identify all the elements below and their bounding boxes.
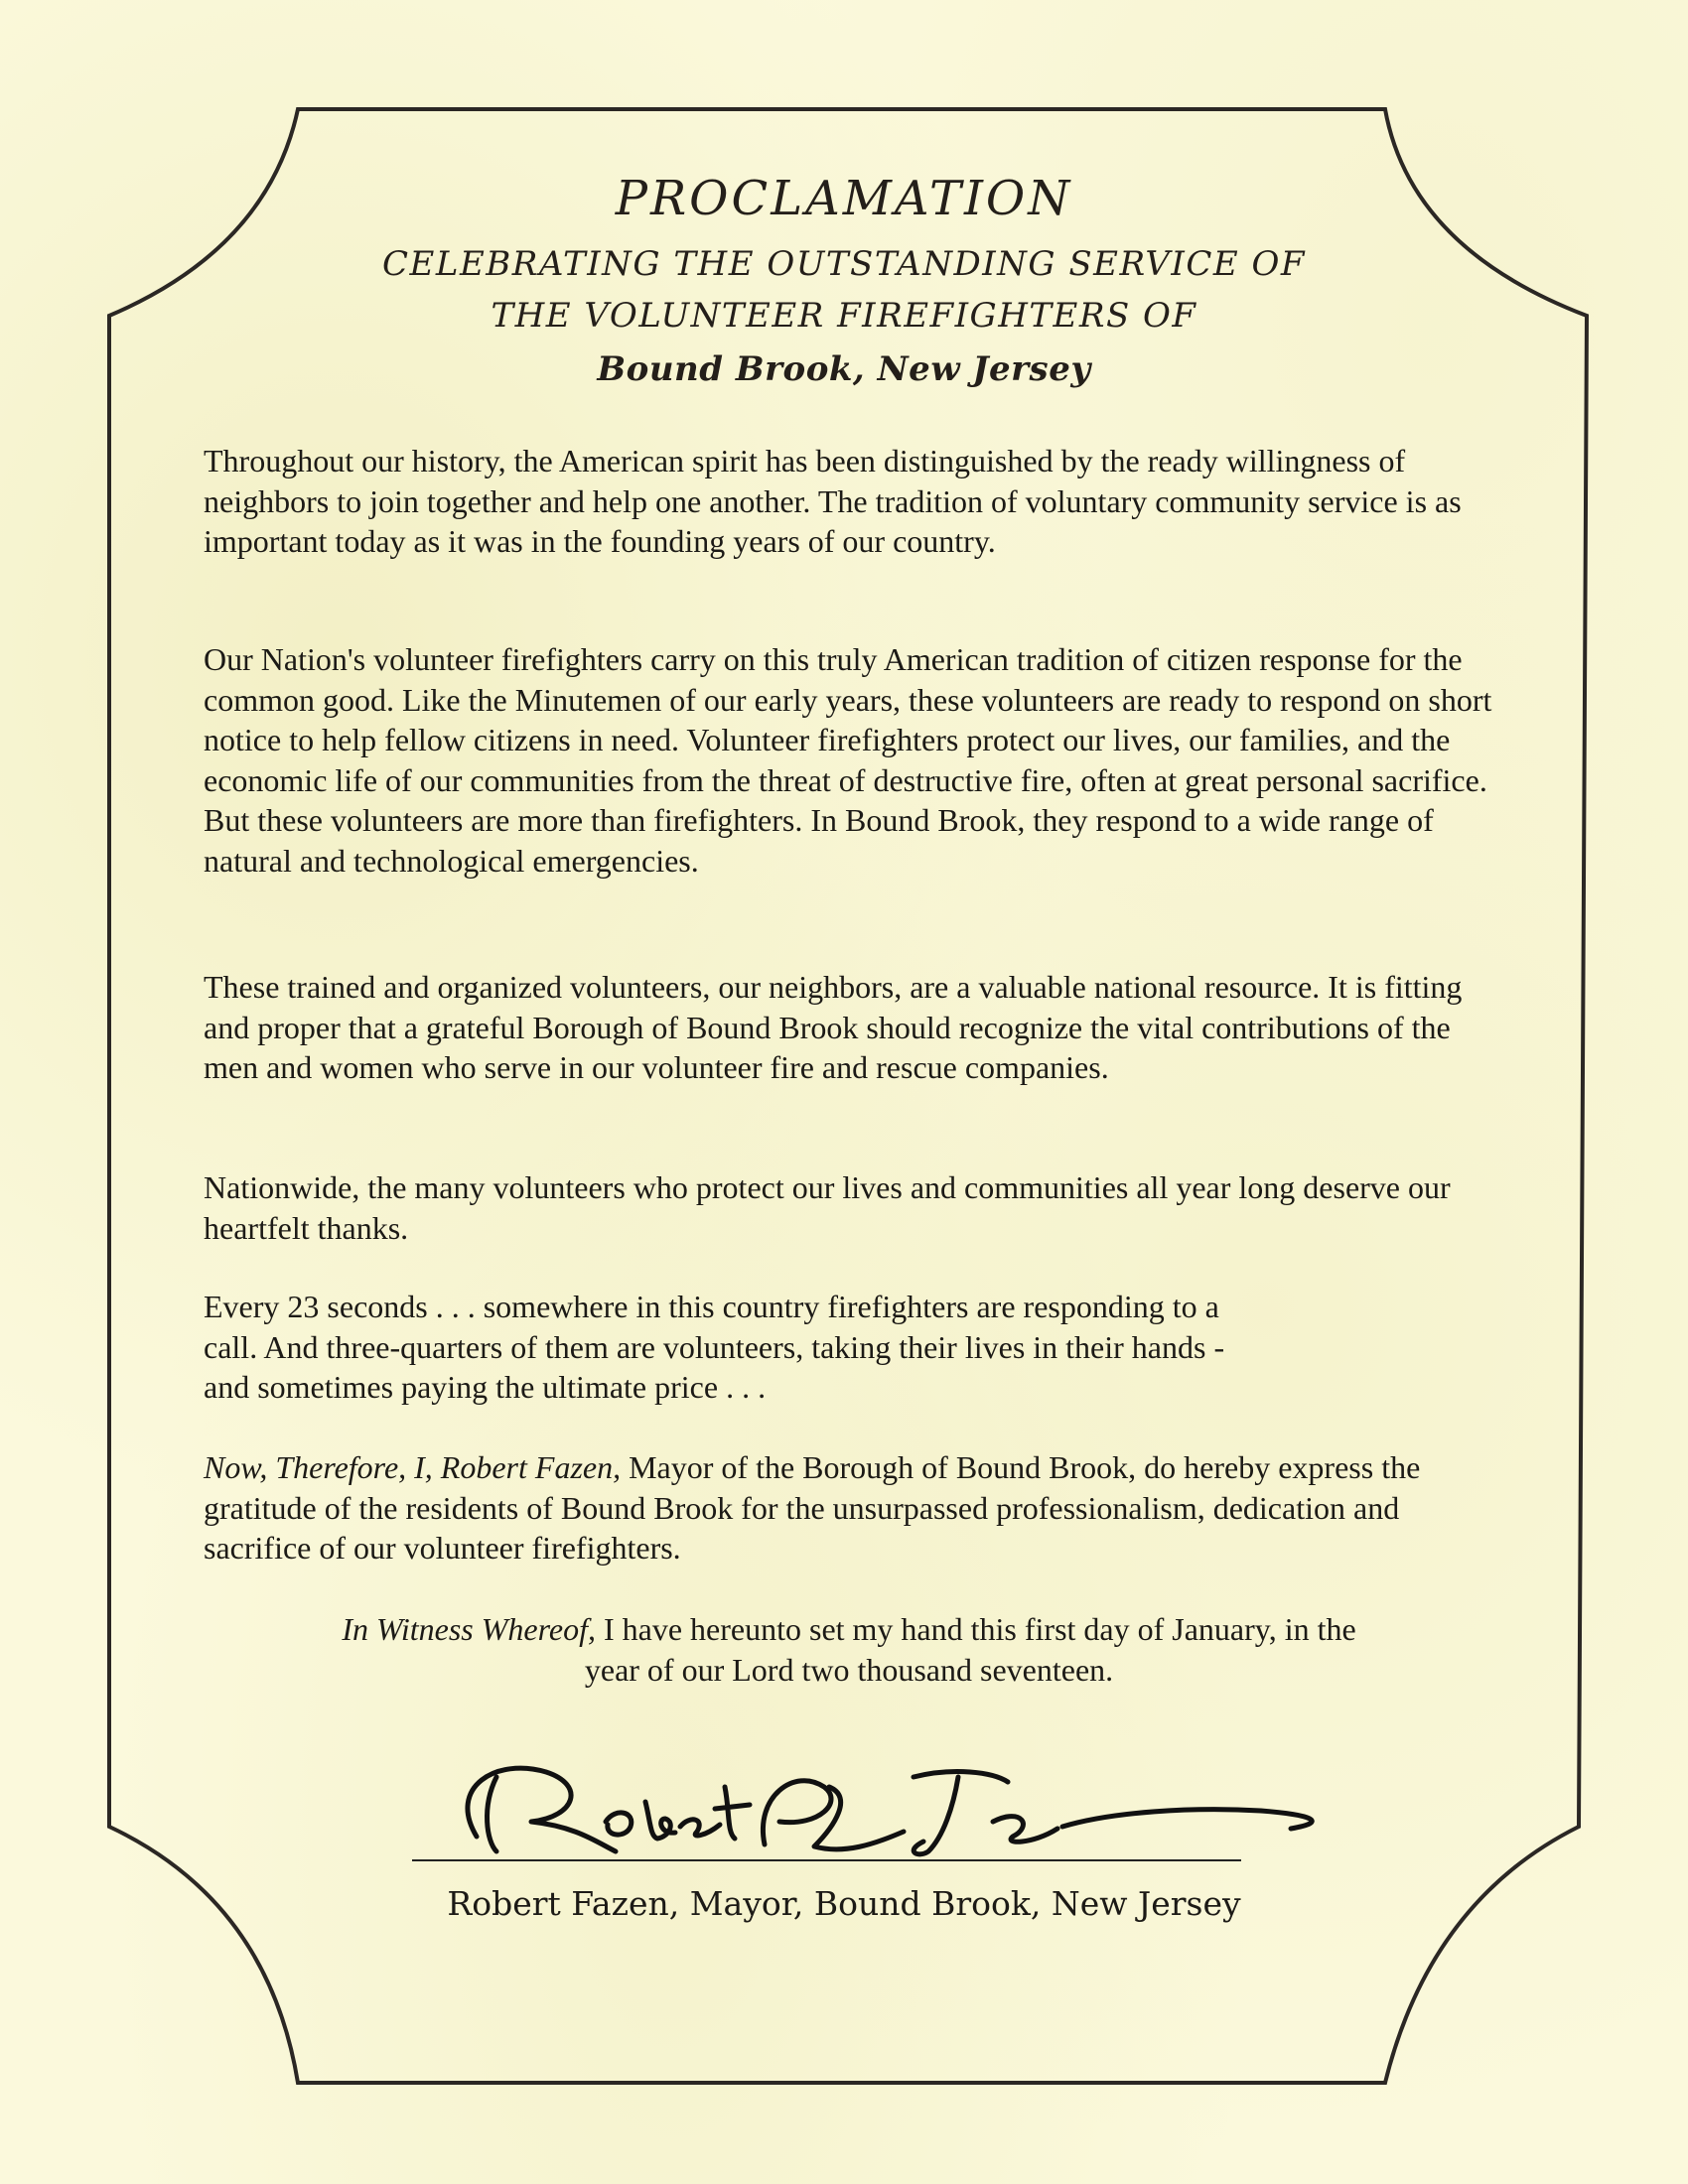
paragraph-history (204, 441, 1494, 562)
subtitle-line-1: CELEBRATING THE OUTSTANDING SERVICE OF (382, 244, 1306, 284)
witness-italic-lead: In Witness Whereof, (342, 1611, 596, 1647)
paragraph-witness-line-1 (204, 1609, 1494, 1650)
therefore-rest: Mayor of the Borough of Bound Brook, do hereby express the gratitude of the residents of Bound Brook for the unsurpassed professionalism, dedication and sacrifice of our volunteer firefighters. (204, 1449, 1421, 1566)
paragraph-every-23-seconds (204, 1287, 1494, 1408)
paragraph-nationwide (204, 1167, 1494, 1248)
paragraph-history-text: Throughout our history, the American spirit has been distinguished by the ready willingness of neighbors to join together and help one another. The tradition of voluntary community service is as important today as it was in the founding years of our country. (204, 443, 1462, 559)
paragraph-witness (204, 1609, 1494, 1690)
paragraph-nationwide-text: Nationwide, the many volunteers who protect our lives and communities all year long deserve our heartfelt thanks. (204, 1169, 1451, 1246)
paragraph-firefighters-text: Our Nation's volunteer firefighters carry on this truly American tradition of citizen response for the common good. Like the Minutemen of our early years, these volunteers are ready to respond on short notice to help fellow citizens in need. Volunteer firefighters protect our lives, our families, and the economic life of our communities from the threat of destructive fire, often at great personal sacrifice. But these volunteers are more than firefighters. In Bound Brook, they respond to a wide range of natural and technological emergencies. (204, 641, 1492, 879)
signature-line (412, 1859, 1241, 1861)
paragraph-every-23-seconds-line-2: call. And three-quarters of them are volunteers, taking their lives in their hands - (204, 1328, 1225, 1365)
paragraph-firefighters (204, 639, 1494, 881)
mayor-signature (437, 1727, 1350, 1866)
subtitle-line-2: THE VOLUNTEER FIREFIGHTERS OF (491, 296, 1197, 336)
therefore-italic-lead: Now, Therefore, I, Robert Fazen, (204, 1449, 622, 1485)
signer-caption: Robert Fazen, Mayor, Bound Brook, New Jersey (447, 1884, 1241, 1923)
paragraph-every-23-seconds-line-1: Every 23 seconds . . . somewhere in this country firefighters are responding to a (204, 1289, 1219, 1324)
paragraph-volunteers (204, 967, 1494, 1088)
paragraph-therefore (204, 1447, 1494, 1569)
subtitle-location: Bound Brook, New Jersey (597, 349, 1091, 389)
paragraph-every-23-seconds-line-3: and sometimes paying the ultimate price . . . (204, 1369, 767, 1405)
paragraph-volunteers-text: These trained and organized volunteers, our neighbors, are a valuable national resource. It is fitting and proper that a grateful Borough of Bound Brook should recognize the vital contributions of the men and women who serve in our volunteer fire and rescue companies. (204, 969, 1463, 1085)
proclamation-title: PROCLAMATION (615, 171, 1073, 226)
paragraph-witness-line-2: year of our Lord two thousand seventeen. (584, 1651, 1114, 1688)
paragraph-therefore-text (204, 1447, 1494, 1569)
witness-rest: I have hereunto set my hand this first day of January, in the (595, 1611, 1356, 1647)
